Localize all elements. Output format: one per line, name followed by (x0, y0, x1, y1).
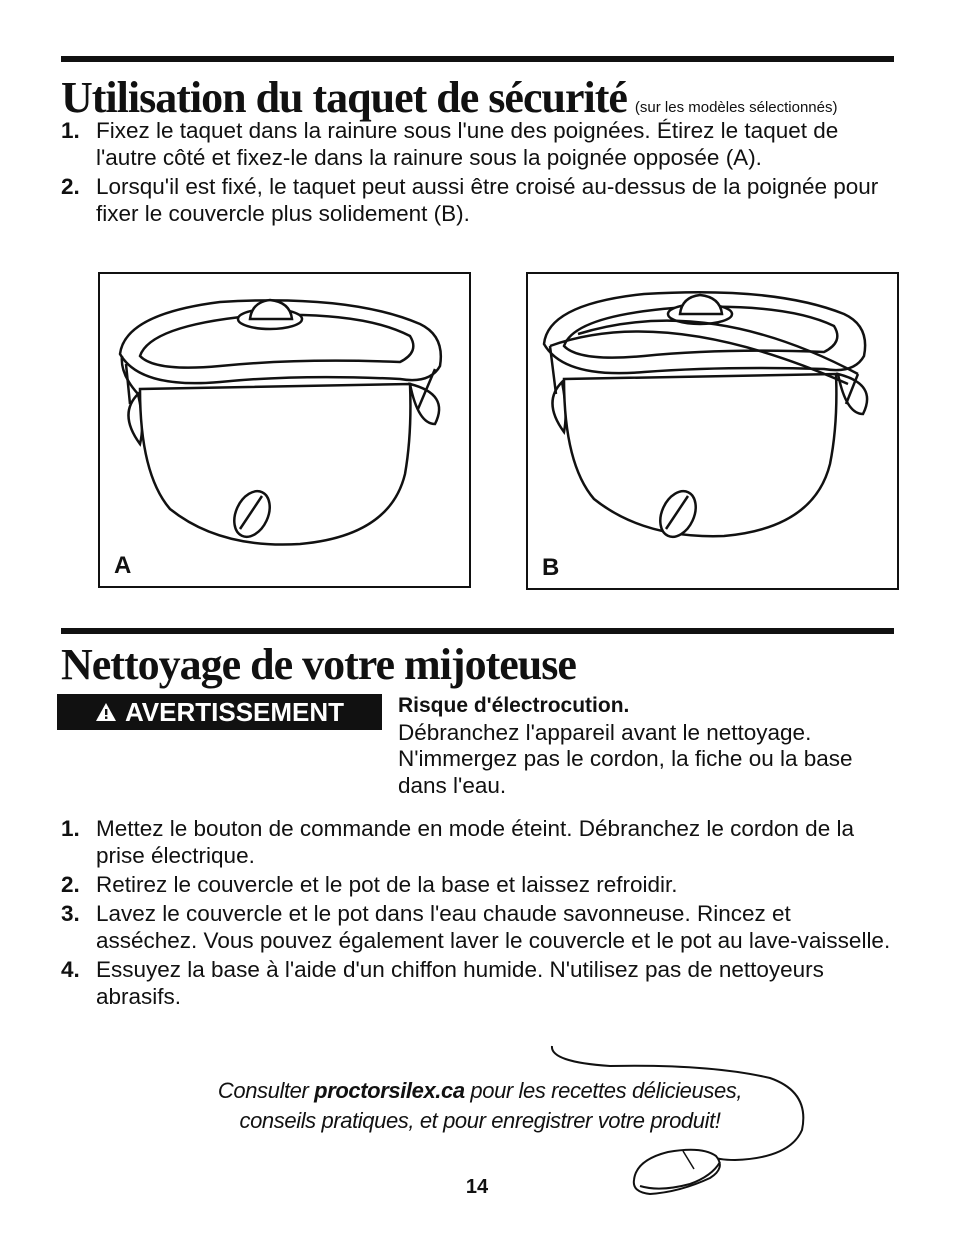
step-text: Essuyez la base à l'aide d'un chiffon humide. N'utilisez pas de nettoyeurs abrasifs. (96, 957, 824, 1009)
figure-label: A (114, 552, 132, 579)
step-text: Retirez le couvercle et le pot de la base et laissez refroidir. (96, 872, 678, 897)
figure-label: B (542, 554, 560, 581)
section-title-safety-clip (61, 73, 838, 122)
step-text: Lavez le couvercle et le pot dans l'eau chaude savonneuse. Rincez et asséchez. Vous pouvez également laver le couvercle et le pot au lave-vaisselle. (96, 901, 891, 953)
warning-heading: Risque d'électrocution. (398, 694, 630, 717)
warning-body: Débranchez l'appareil avant le nettoyage. N'immergez pas le cordon, la fiche ou la base dans l'eau. (398, 719, 853, 798)
section-title-text: Utilisation du taquet de sécurité (61, 73, 627, 122)
cleaning-steps (61, 815, 891, 1012)
slow-cooker-clip-under-handles-icon (100, 274, 469, 586)
website-call-to-action (150, 1076, 810, 1136)
section-rule-top (61, 56, 894, 62)
website-link[interactable]: proctorsilex.ca (314, 1078, 465, 1103)
step-text: Mettez le bouton de commande en mode éteint. Débranchez le cordon de la prise électrique. (96, 816, 854, 868)
slow-cooker-clip-crossed-over-lid-icon (528, 274, 897, 588)
step-number: 1. (61, 118, 80, 143)
section-subtitle: (sur les modèles sélectionnés) (634, 99, 838, 116)
step-number: 3. (61, 901, 80, 926)
step-number: 1. (61, 816, 80, 841)
page-number: 14 (465, 1176, 489, 1198)
step-number: 2. (61, 872, 80, 897)
cta-suffix: pour les recettes délicieuses, (464, 1078, 743, 1103)
step-text: Fixez le taquet dans la rainure sous l'une des poignées. Étirez le taquet de l'autre côté et fixez-le dans la rainure sous la poignée opposée (A). (96, 118, 839, 170)
step-number: 2. (61, 174, 80, 199)
warning-label: AVERTISSEMENT (124, 696, 345, 727)
list-item (61, 117, 891, 171)
section-title-cleaning: Nettoyage de votre mijoteuse (61, 640, 576, 689)
section-rule-cleaning (61, 628, 894, 634)
warning-text-block (398, 693, 888, 799)
cta-line-2: conseils pratiques, et pour enregistrer votre produit! (239, 1108, 721, 1133)
figure-b (526, 272, 899, 590)
step-text: Lorsqu'il est fixé, le taquet peut aussi être croisé au-dessus de la poignée pour fixer le couvercle plus solidement (B). (96, 174, 879, 226)
list-item (61, 900, 891, 954)
list-item (61, 871, 891, 898)
warning-badge (57, 694, 382, 730)
list-item (61, 956, 891, 1010)
warning-triangle-icon (95, 702, 117, 722)
step-number: 4. (61, 957, 80, 982)
cta-prefix: Consulter (217, 1078, 315, 1103)
list-item (61, 815, 891, 869)
safety-clip-steps (61, 117, 891, 229)
figure-a (98, 272, 471, 588)
list-item (61, 173, 891, 227)
